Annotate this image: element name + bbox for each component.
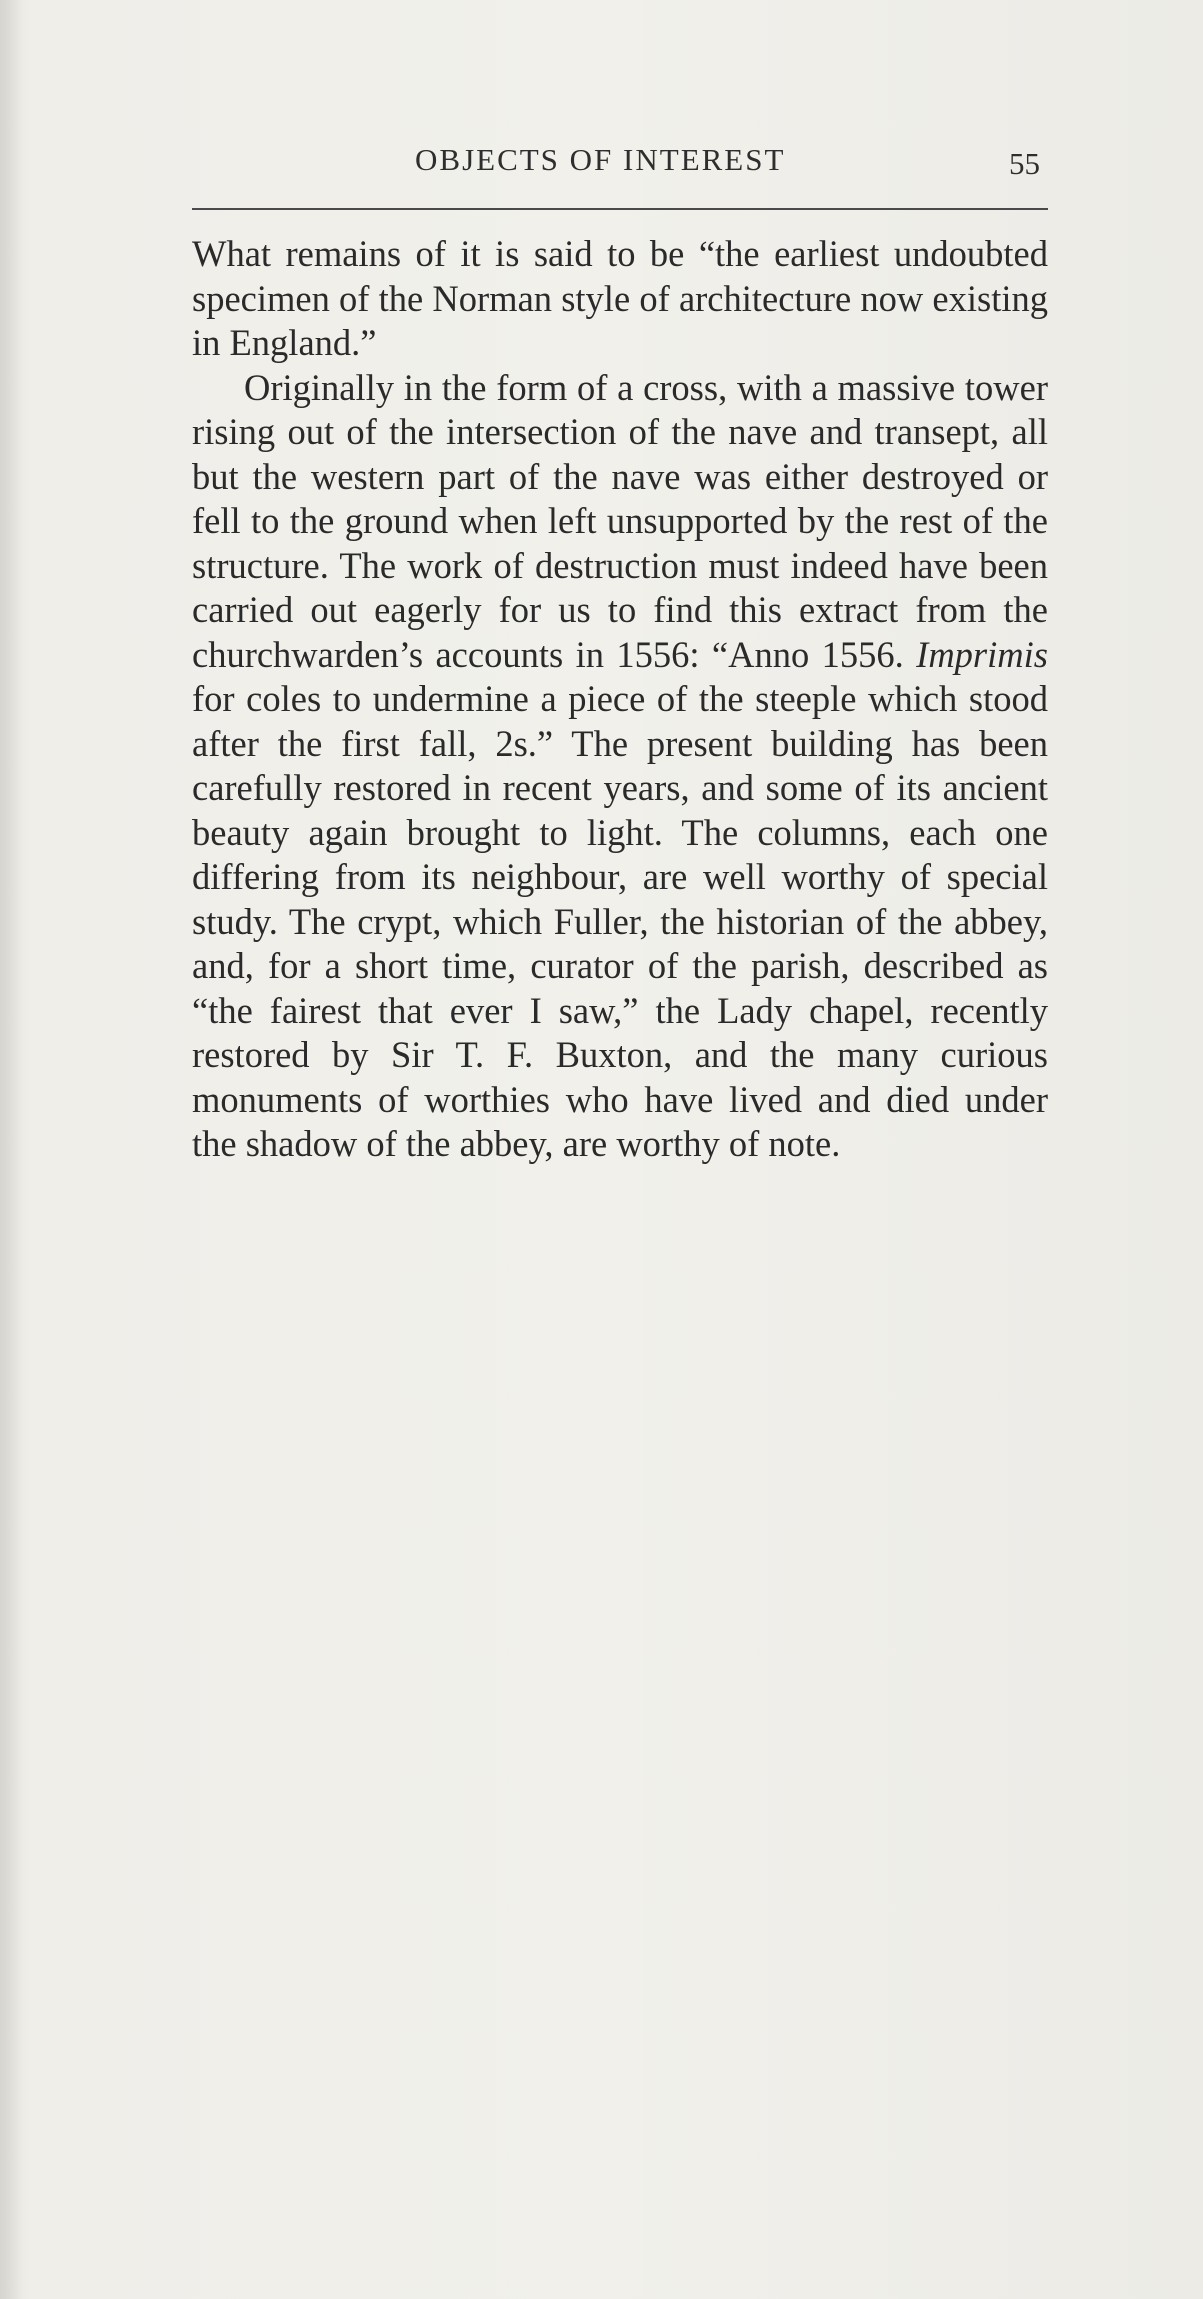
- paragraph-text: for coles to undermine a piece of the steeple which stood after the first fall, 2s.” The present building has been carefully restored in recent years, and some of its ancient beauty again brought to light. The columns, each one differing from its neighbour, are well worthy of special study. The crypt, which Fuller, the historian of the abbey, and, for a short time, curator of the parish, described as “the fairest that ever I saw,” the Lady chapel, recently restored by Sir T. F. Buxton, and the many curious monuments of worthies who have lived and died under the shadow of the abbey, are worthy of note.: [192, 678, 1048, 1164]
- header-rule: [192, 208, 1048, 210]
- page-number: 55: [1009, 146, 1040, 181]
- paragraph: [192, 366, 1048, 1167]
- running-title: OBJECTS OF INTEREST: [415, 142, 786, 177]
- body-text: [192, 232, 1048, 1167]
- italic-term: Imprimis: [916, 633, 1048, 675]
- running-head: [0, 142, 1203, 182]
- binding-shadow: [0, 0, 22, 2299]
- paragraph: What remains of it is said to be “the earliest undoubted specimen of the Norman style of architecture now existing in England.”: [192, 233, 1048, 363]
- paragraph-text: Originally in the form of a cross, with a massive tower rising out of the intersection of the nave and transept, all but the western part of the nave was either destroyed or fell to the ground when left unsupported by the rest of the structure. The work of destruction must indeed have been carried out eagerly for us to find this extract from the churchwarden’s accounts in 1556: “Anno 1556.: [192, 366, 1048, 675]
